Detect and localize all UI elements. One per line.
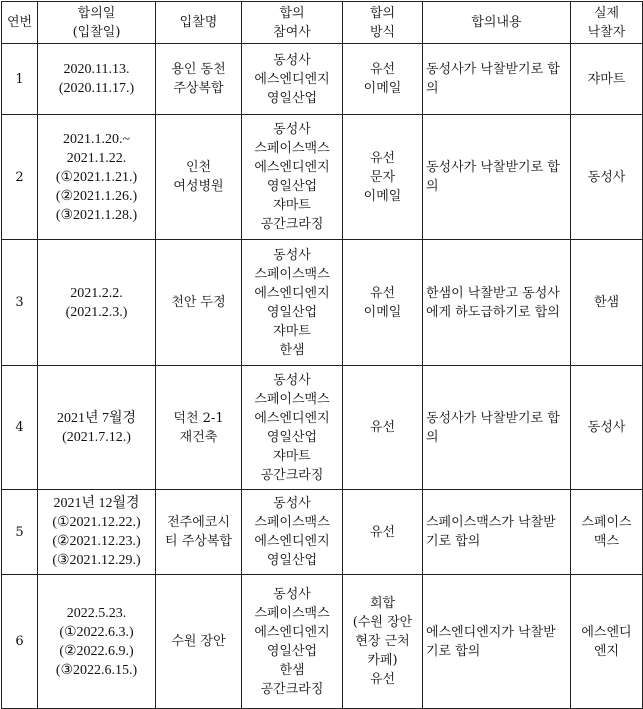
bid-name — [156, 575, 242, 709]
text-line: 유선 — [369, 524, 396, 540]
text-line: 영일산업 — [266, 304, 318, 320]
text-line: 2020.11.13. — [63, 62, 130, 77]
agreement-content: 동성사가 낙찰받기로 합의 — [423, 44, 571, 115]
text-line: 에스엔디엔지 — [254, 410, 330, 426]
text-line: 입찰명 — [179, 15, 218, 30]
text-line: 스페이스맥스 — [254, 515, 330, 530]
text-line: 스페이스 — [581, 515, 632, 530]
text-line: 스페이스맥스 — [254, 391, 330, 407]
text-line: 2022.5.23. — [66, 605, 127, 621]
text-line: 유선 — [369, 285, 396, 301]
text-line: 참여사 — [273, 24, 311, 40]
text-line: 동성사 — [273, 122, 311, 137]
bid-name — [156, 366, 242, 490]
text-line: 스페이스맥스 — [254, 266, 330, 282]
text-line: 영일산업 — [266, 429, 318, 445]
text-line: 에스엔디엔지 — [254, 285, 330, 301]
text-line: 합의일 — [77, 5, 116, 21]
text-line: 합의 — [279, 5, 305, 21]
row-number: 1 — [2, 44, 38, 115]
agreement-content: 에스엔디엔지가 낙찰받기로 합의 — [423, 575, 571, 709]
agreement-content: 동성사가 낙찰받기로 합의 — [423, 115, 571, 240]
text-line: (②2022.6.9.) — [59, 643, 134, 659]
text-line: 에스엔디엔지 — [254, 534, 330, 549]
text-line: 쟈마트 — [273, 323, 311, 339]
text-line: 동성사 — [273, 52, 311, 68]
agreement-date — [38, 366, 156, 490]
text-line: (③2021.12.29.) — [52, 553, 141, 568]
text-line: 동성사 — [273, 247, 311, 263]
text-line: (①2021.12.22.) — [52, 515, 141, 530]
header-participants — [242, 2, 343, 44]
text-line: 유선 — [369, 150, 396, 166]
text-line: 에스엔디 — [581, 624, 632, 640]
text-line: (①2022.6.3.) — [59, 624, 134, 640]
text-line: 티 주상복합 — [165, 534, 232, 549]
bid-name — [156, 490, 242, 575]
text-line: (③2022.6.15.) — [55, 662, 138, 678]
text-line: 카페) — [367, 653, 398, 668]
participants — [242, 115, 343, 240]
text-line: 동성사 — [273, 496, 311, 511]
table-row — [2, 575, 643, 709]
text-line: 전주에코시 — [167, 515, 230, 530]
text-line: 이메일 — [363, 304, 402, 320]
row-number: 5 — [2, 490, 38, 575]
text-line: 한샘 — [279, 662, 305, 678]
text-line: 유선 — [369, 62, 396, 77]
text-line: 유선 — [369, 420, 396, 435]
agreement-date — [38, 490, 156, 575]
text-line: 스페이스맥스 — [254, 605, 330, 621]
text-line: 공간크라징 — [260, 217, 324, 232]
text-line: 동성사 — [273, 586, 311, 602]
text-line: (입찰일) — [72, 24, 121, 40]
header-row — [2, 2, 643, 44]
text-line: (2021.7.12.) — [62, 429, 131, 445]
text-line: 영일산업 — [266, 553, 318, 568]
text-line: 수원 장안 — [171, 634, 226, 649]
agreement-date — [38, 44, 156, 115]
text-line: 현장 근처 — [355, 634, 410, 649]
agreement-method — [343, 115, 423, 240]
text-line: (②2021.1.26.) — [55, 188, 138, 204]
table-row — [2, 366, 643, 490]
text-line: 한샘 — [593, 295, 620, 310]
text-line: 천안 두정 — [171, 295, 226, 310]
header-content — [423, 2, 571, 44]
table-row — [2, 115, 643, 240]
actual-winner — [571, 44, 643, 115]
table-row — [2, 44, 643, 115]
text-line: 재건축 — [179, 429, 218, 445]
participants — [242, 366, 343, 490]
text-line: 공간크라징 — [260, 681, 324, 697]
agreement-date — [38, 115, 156, 240]
actual-winner — [571, 366, 643, 490]
row-number: 3 — [2, 240, 38, 366]
participants — [242, 44, 343, 115]
agreement-date — [38, 240, 156, 366]
text-line: (2021.2.3.) — [65, 304, 128, 320]
header-agreement-date — [38, 2, 156, 44]
bid-name — [156, 115, 242, 240]
text-line: 에스엔디엔지 — [254, 160, 330, 175]
text-line: 주상복합 — [173, 81, 224, 96]
text-line: 쟈마트 — [273, 448, 311, 464]
text-line: 영일산업 — [266, 179, 318, 194]
actual-winner — [571, 490, 643, 575]
text-line: 용인 동천 — [171, 62, 226, 77]
text-line: (①2021.1.21.) — [55, 169, 138, 185]
text-line: 쟈마트 — [587, 71, 626, 87]
text-line: 동성사 — [587, 420, 626, 435]
text-line: 영일산업 — [266, 643, 318, 659]
header-no — [2, 2, 38, 44]
actual-winner — [571, 240, 643, 366]
header-bid-name — [156, 2, 242, 44]
bid-name — [156, 240, 242, 366]
participants — [242, 240, 343, 366]
row-number: 2 — [2, 115, 38, 240]
text-line: 2021년 7월경 — [56, 410, 137, 426]
text-line: 2021.2.2. — [70, 285, 123, 301]
text-line: 합의내용 — [471, 15, 522, 30]
agreement-method — [343, 575, 423, 709]
text-line: 한샘 — [279, 342, 305, 358]
row-number: 6 — [2, 575, 38, 709]
text-line: 2021.1.20.~ — [62, 131, 131, 147]
text-line: 이메일 — [363, 81, 402, 96]
table-row — [2, 240, 643, 366]
text-line: 2021년 12월경 — [53, 496, 140, 511]
agreement-method — [343, 490, 423, 575]
header-method — [343, 2, 423, 44]
text-line: 여성병원 — [173, 179, 224, 194]
text-line: 회합 — [369, 596, 396, 611]
text-line: 공간크라징 — [260, 467, 324, 483]
text-line: 유선 — [369, 672, 396, 687]
text-line: 덕천 2-1 — [173, 410, 224, 426]
participants — [242, 490, 343, 575]
agreement-method — [343, 366, 423, 490]
text-line: (③2021.1.28.) — [55, 207, 138, 223]
actual-winner — [571, 115, 643, 240]
text-line: 방식 — [369, 24, 396, 40]
agreement-content: 동성사가 낙찰받기로 합의 — [423, 366, 571, 490]
agreement-content: 스페이스맥스가 낙찰받기로 합의 — [423, 490, 571, 575]
agreement-content: 한샘이 낙찰받고 동성사에게 하도급하기로 합의 — [423, 240, 571, 366]
text-line: 에스엔디엔지 — [254, 71, 330, 87]
agreement-method — [343, 44, 423, 115]
actual-winner — [571, 575, 643, 709]
header-actual-winner — [571, 2, 643, 44]
text-line: 쟈마트 — [273, 198, 311, 213]
text-line: 동성사 — [587, 169, 626, 185]
text-line: 문자 — [369, 169, 396, 185]
text-line: 동성사 — [273, 372, 311, 388]
text-line: (2020.11.17.) — [58, 81, 135, 96]
text-line: 낙찰자 — [587, 24, 626, 40]
text-line: 연번 — [6, 15, 33, 30]
text-line: 합의 — [369, 5, 396, 21]
text-line: 인천 — [185, 160, 212, 175]
bid-name — [156, 44, 242, 115]
text-line: 실제 — [593, 5, 620, 21]
text-line: 맥스 — [593, 534, 620, 549]
text-line: 스페이스맥스 — [254, 141, 330, 156]
text-line: 영일산업 — [266, 90, 318, 106]
text-line: 2021.1.22. — [66, 150, 127, 166]
text-line: 에스엔디엔지 — [254, 624, 330, 640]
table-row — [2, 490, 643, 575]
text-line: (수원 장안 — [352, 615, 413, 630]
agreement-method — [343, 240, 423, 366]
text-line: 이메일 — [363, 188, 402, 204]
text-line: 엔지 — [593, 643, 620, 659]
row-number: 4 — [2, 366, 38, 490]
agreement-date — [38, 575, 156, 709]
participants — [242, 575, 343, 709]
text-line: (②2021.12.23.) — [52, 534, 141, 549]
bid-rigging-table — [1, 1, 643, 709]
